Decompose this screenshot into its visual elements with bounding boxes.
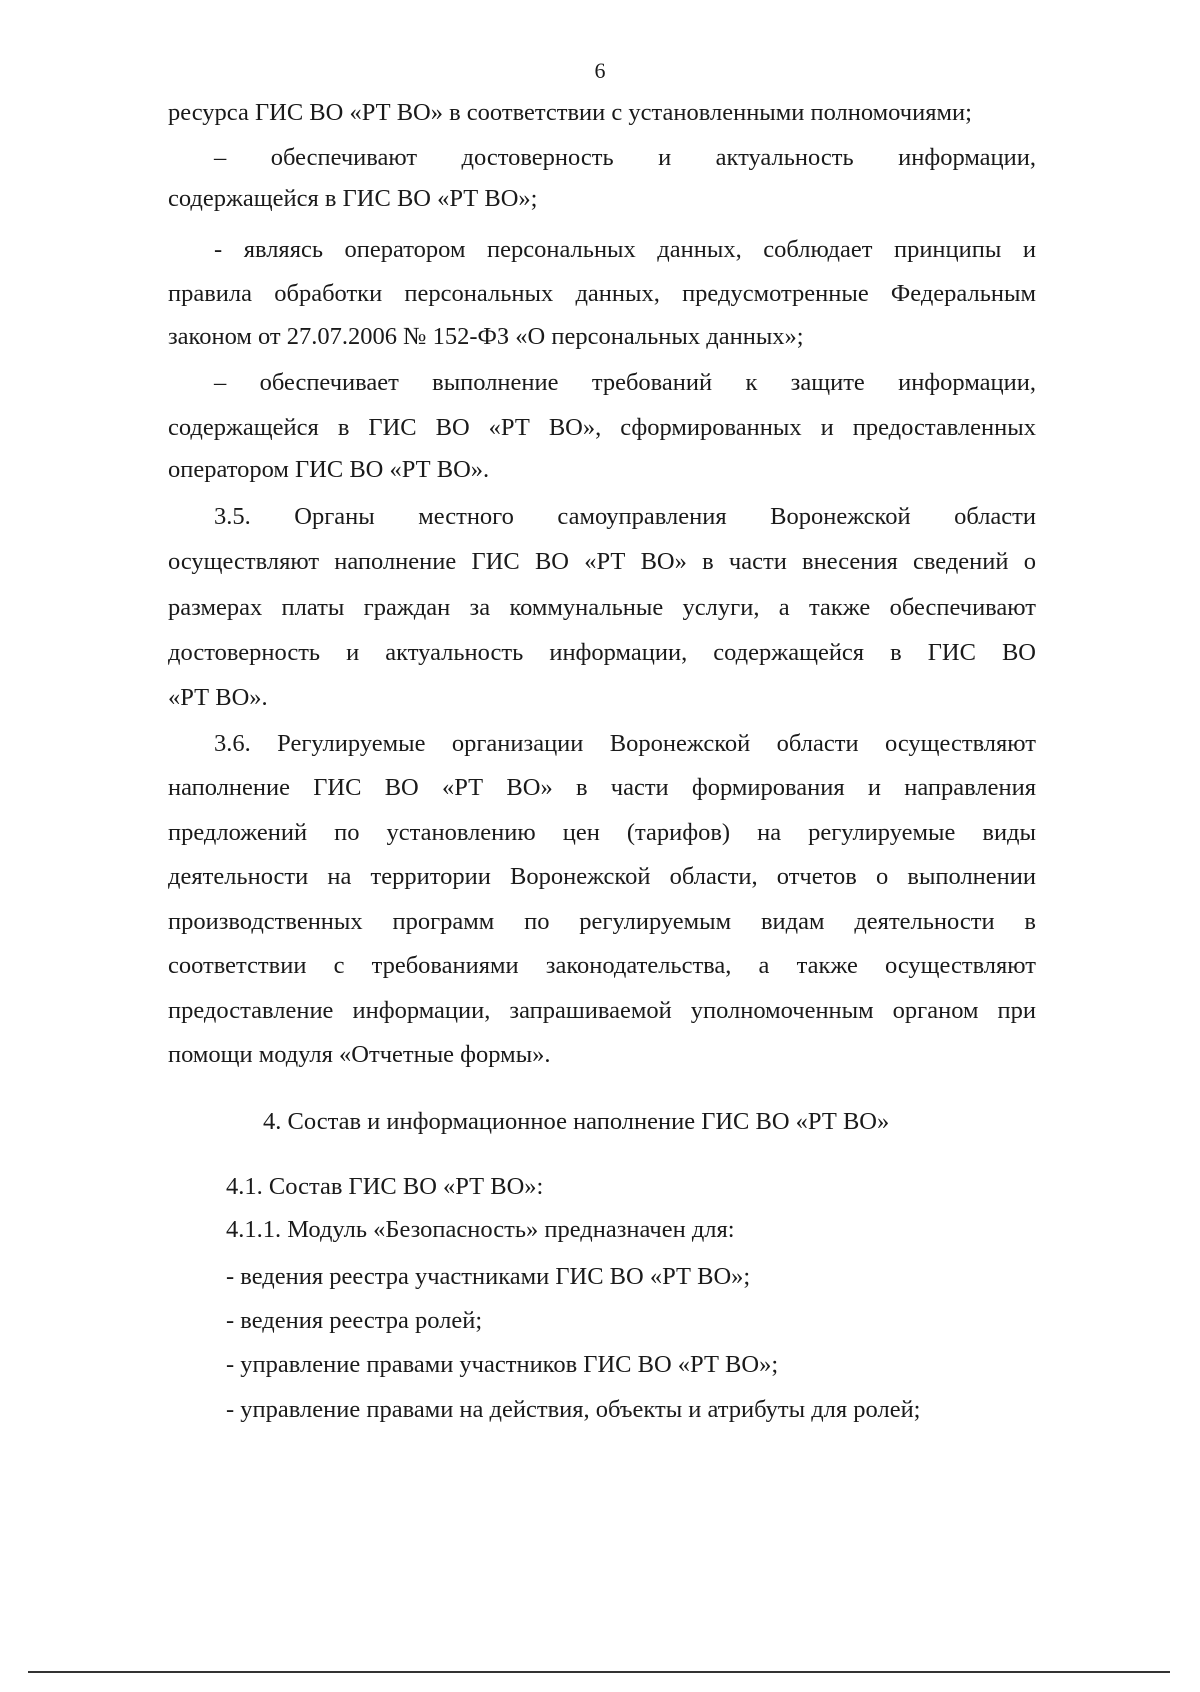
list-item: - управление правами участников ГИС ВО «РТ ВО»; <box>226 1351 779 1378</box>
text-line: деятельности на территории Воронежской области, отчетов о выполнении <box>168 863 1036 890</box>
text-line: – обеспечивает выполнение требований к защите информации, <box>214 369 1036 396</box>
text-line: наполнение ГИС ВО «РТ ВО» в части формирования и направления <box>168 774 1036 801</box>
text-line: предоставление информации, запрашиваемой уполномоченным органом при <box>168 997 1036 1024</box>
text-line: предложений по установлению цен (тарифов) на регулируемые виды <box>168 819 1036 846</box>
text-line: производственных программ по регулируемым видам деятельности в <box>168 908 1036 935</box>
text-line: осуществляют наполнение ГИС ВО «РТ ВО» в части внесения сведений о <box>168 548 1036 575</box>
text-line: 4.1. Состав ГИС ВО «РТ ВО»: <box>226 1173 544 1200</box>
list-item: - ведения реестра ролей; <box>226 1307 483 1334</box>
text-line: соответствии с требованиями законодательства, а также осуществляют <box>168 952 1036 979</box>
text-line: содержащейся в ГИС ВО «РТ ВО»; <box>168 185 538 212</box>
text-line: 3.5. Органы местного самоуправления Воронежской области <box>214 503 1036 530</box>
page-number: 6 <box>594 58 606 83</box>
text-line: размерах платы граждан за коммунальные услуги, а также обеспечивают <box>168 594 1036 621</box>
text-line: – обеспечивают достоверность и актуальность информации, <box>214 144 1036 171</box>
text-line: «РТ ВО». <box>168 684 268 711</box>
text-line: 4.1.1. Модуль «Безопасность» предназначен для: <box>226 1216 735 1243</box>
list-item: - ведения реестра участниками ГИС ВО «РТ ВО»; <box>226 1263 751 1290</box>
text-line: законом от 27.07.2006 № 152-ФЗ «О персональных данных»; <box>168 323 804 350</box>
page-bottom-rule <box>28 1671 1170 1673</box>
section-heading: 4. Состав и информационное наполнение ГИС ВО «РТ ВО» <box>263 1108 890 1135</box>
text-line: помощи модуля «Отчетные формы». <box>168 1041 551 1068</box>
text-line: оператором ГИС ВО «РТ ВО». <box>168 456 490 483</box>
text-line: правила обработки персональных данных, предусмотренные Федеральным <box>168 280 1036 307</box>
text-line: достоверность и актуальность информации, содержащейся в ГИС ВО <box>168 639 1036 666</box>
text-line: 3.6. Регулируемые организации Воронежской области осуществляют <box>214 730 1036 757</box>
text-line: - являясь оператором персональных данных, соблюдает принципы и <box>214 236 1036 263</box>
list-item: - управление правами на действия, объекты и атрибуты для ролей; <box>226 1396 921 1423</box>
text-line: ресурса ГИС ВО «РТ ВО» в соответствии с установленными полномочиями; <box>168 99 972 126</box>
text-line: содержащейся в ГИС ВО «РТ ВО», сформированных и предоставленных <box>168 414 1036 441</box>
